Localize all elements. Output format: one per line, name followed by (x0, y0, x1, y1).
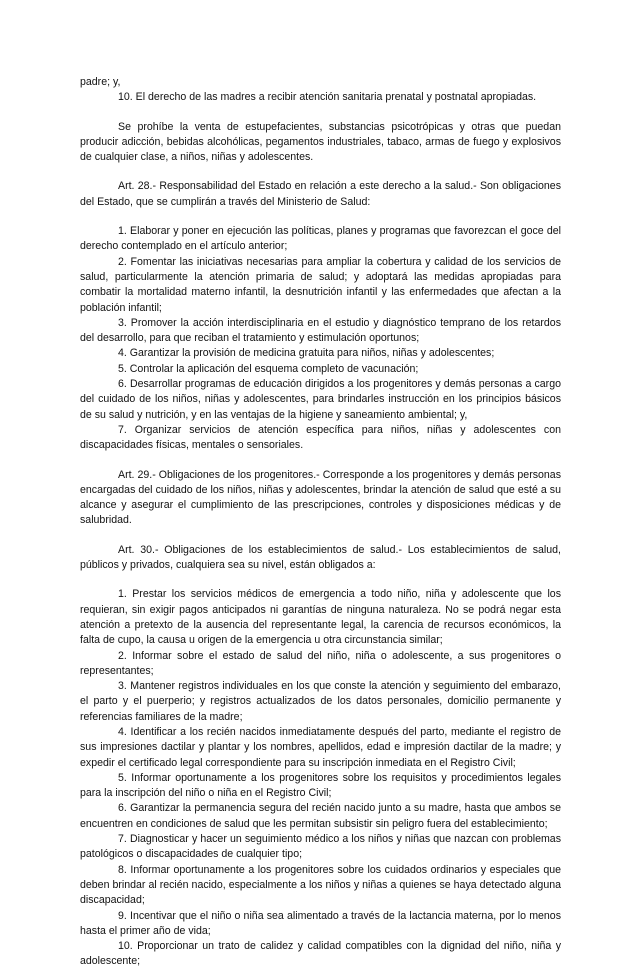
paragraph: 4. Identificar a los recién nacidos inmediatamente después del parto, mediante el registro de sus impresiones dactilar y plantar y los nombres, apellidos, edad e impresión dactilar de la madre; y expedir el certificado legal correspondiente para su inscripción inmediata en el Registro Civil; (80, 725, 561, 769)
paragraph: 2. Informar sobre el estado de salud del niño, niña o adolescente, a sus progenitores o representantes; (80, 649, 561, 677)
paragraph: Art. 30.- Obligaciones de los establecimientos de salud.- Los establecimientos de salud, públicos y privados, cualquiera sea su nivel, están obligados a: (80, 543, 561, 572)
paragraph: 9. Incentivar que el niño o niña sea alimentado a través de la lactancia materna, por lo menos hasta el primer año de vida; (80, 909, 561, 937)
paragraph: 6. Garantizar la permanencia segura del recién nacido junto a su madre, hasta que ambos se encuentren en condiciones de salud que les permitan subsistir sin peligro fuera del establecimiento; (80, 802, 561, 830)
paragraph: 5. Controlar la aplicación del esquema completo de vacunación; (118, 362, 419, 375)
paragraph: 6. Desarrollar programas de educación dirigidos a los progenitores y demás personas a cargo del cuidado de los niños, niñas y adolescentes, para brindarles instrucción en los principios básicos de su salud y nutrición, y en las ventajas de la higiene y saneamiento ambiental; y, (80, 378, 561, 421)
paragraph: 7. Diagnosticar y hacer un seguimiento médico a los niños y niñas que nazcan con problemas patológicos o discapacidades de cualquier tipo; (80, 833, 561, 861)
paragraph: 4. Garantizar la provisión de medicina gratuita para niños, niñas y adolescentes; (118, 347, 495, 360)
paragraph: 3. Mantener registros individuales en los que conste la atención y seguimiento del embarazo, el parto y el puerperio; y registros actualizados de los datos personales, domicilio permanente y referencias familiares de la madre; (80, 680, 561, 723)
paragraph: 7. Organizar servicios de atención específica para niños, niñas y adolescentes con discapacidades físicas, mentales o sensoriales. (80, 423, 561, 452)
paragraph: padre; y, (80, 76, 121, 88)
document-page (80, 75, 561, 970)
paragraph: 3. Promover la acción interdisciplinaria en el estudio y diagnóstico temprano de los retardos del desarrollo, para que reciban el tratamiento y estimulación oportunos; (80, 316, 561, 345)
paragraph: 5. Informar oportunamente a los progenitores sobre los requisitos y procedimientos legales para la inscripción del niño o niña en el Registro Civil; (80, 771, 561, 800)
paragraph: 2. Fomentar las iniciativas necesarias para ampliar la cobertura y calidad de los servicios de salud, particularmente la atención primaria de salud; y adoptará las medidas apropiadas para combatir la mortalidad materno infantil, la desnutrición infantil y las enfermedades que afectan a la población infantil; (80, 255, 561, 314)
paragraph: Art. 29.- Obligaciones de los progenitores.- Corresponde a los progenitores y demás personas encargadas del cuidado de los niños, niñas y adolescentes, brindar la atención de salud que esté a su alcance y asegurar el cumplimiento de las prescripciones, controles y disposiciones médicas y de salubridad. (80, 468, 561, 527)
paragraph: 1. Elaborar y poner en ejecución las políticas, planes y programas que favorezcan el goce del derecho contemplado en el artículo anterior; (80, 225, 561, 253)
paragraph: 10. El derecho de las madres a recibir atención sanitaria prenatal y postnatal apropiadas. (118, 91, 537, 104)
paragraph: 8. Informar oportunamente a los progenitores sobre los cuidados ordinarios y especiales que deben brindar al recién nacido, especialmente a los niños y niñas a quienes se haya detectado alguna discapacidad; (80, 863, 561, 907)
paragraph: 10. Proporcionar un trato de calidez y calidad compatibles con la dignidad del niño, niña y adolescente; (80, 940, 561, 968)
paragraph: Se prohíbe la venta de estupefacientes, substancias psicotrópicas y otras que puedan producir adicción, bebidas alcohólicas, pegamentos industriales, tabaco, armas de fuego y explosivos de cualquier clase, a niños, niñas y adolescentes. (80, 120, 561, 164)
paragraph: Art. 28.- Responsabilidad del Estado en relación a este derecho a la salud.- Son obligaciones del Estado, que se cumplirán a través del Ministerio de Salud: (80, 180, 561, 208)
paragraph: 1. Prestar los servicios médicos de emergencia a todo niño, niña y adolescente que los requieran, sin exigir pagos anticipados ni garantías de ninguna naturaleza. No se podrá negar esta atención a pretexto de la ausencia del representante legal, la carencia de recursos económicos, la falta de cupo, la causa u origen de la emergencia u otra circunstancia similar; (80, 588, 561, 647)
